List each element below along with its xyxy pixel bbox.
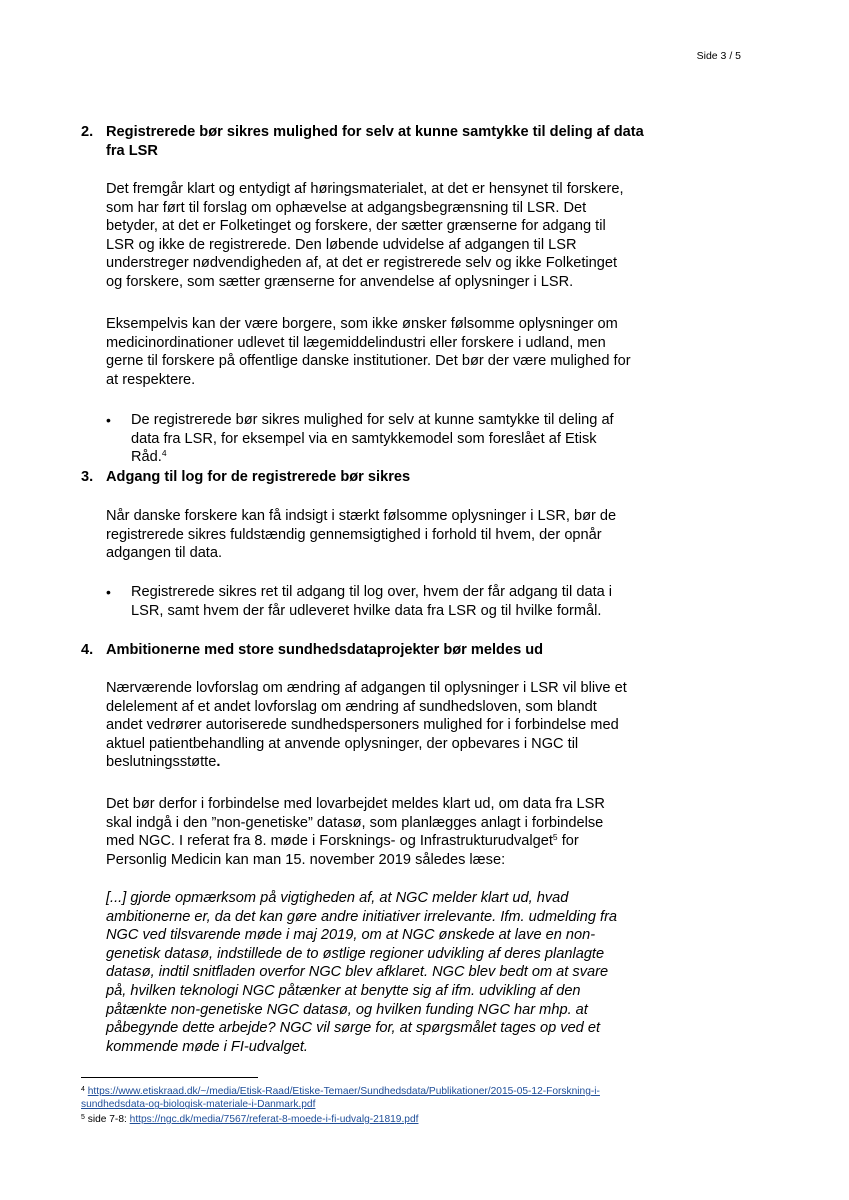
section-4-number: 4. bbox=[81, 642, 94, 658]
footnote-separator bbox=[81, 1077, 258, 1078]
section-2-heading bbox=[81, 123, 661, 160]
section-2-paragraph-2: Eksempelvis kan der være borgere, som ikke ønsker følsomme oplysninger om medicinordinationer udlevet til lægemiddelindustri eller forskere i udland, men gerne til forskere på offentlige danske institutioner. Det bør der være mulighed for at respektere. bbox=[106, 316, 631, 388]
section-3-paragraph-1: Når danske forskere kan få indsigt i stærkt følsomme oplysninger i LSR, bør de registrerede sikres fuldstændig gennemsigtighed i forhold til hvem, der opnår adgangen til data. bbox=[106, 508, 617, 562]
footnote-ref-5[interactable]: 5 bbox=[552, 832, 558, 843]
footnote-5-prefix: side 7-8: bbox=[87, 1114, 130, 1125]
section-3-heading bbox=[81, 468, 661, 487]
footnote-4 bbox=[81, 1085, 641, 1112]
section-4-title: Ambitionerne med store sundhedsdataprojekter bør meldes ud bbox=[106, 642, 544, 658]
section-4-quote: [...] gjorde opmærksom på vigtigheden af, at NGC melder klart ud, hvad ambitionerne er, da det kan gøre andre initiativer irrelevante. Ifm. udmelding fra NGC ved tilsvarende møde i maj 2019, om at NGC ønskede at lave en non-genetisk datasø, indstillede de to østlige regioner udvikling af deres planlagte datasø, indtil snitfladen overfor NGC blev afklaret. NGC blev bedt om at svare på, hvilken teknologi NGC påtænker at benytte sig af ifm. udvikling af den påtænkte non-genetiske NGC datasø, og hvilken funding NGC har mhp. at påbegynde dette arbejde? NGC vil sørge for, at spørgsmålet tages op ved et kommende møde i FI-udvalget. bbox=[106, 890, 618, 1055]
footnote-5-mark: 5 bbox=[81, 1114, 85, 1121]
section-2-bullet-body: De registrerede bør sikres mulighed for selv at kunne samtykke til deling af data fra LSR, for eksempel via en samtykkemodel som foreslået af Etisk Råd. bbox=[131, 412, 614, 466]
section-3-bullet-text: Registrerede sikres ret til adgang til log over, hvem der får adgang til data i LSR, samt hvem der får udleveret hvilke data fra LSR og til hvilke formål. bbox=[131, 584, 613, 619]
footnote-5 bbox=[81, 1113, 641, 1126]
section-4-heading bbox=[81, 641, 661, 660]
section-4-paragraph-2 bbox=[106, 795, 631, 869]
footnote-4-mark: 4 bbox=[81, 1086, 85, 1093]
section-3-title: Adgang til log for de registrerede bør sikres bbox=[106, 469, 411, 485]
section-2-bullet-text bbox=[131, 411, 632, 467]
bullet-dot-icon: • bbox=[106, 584, 111, 600]
section-2-bullet bbox=[106, 411, 632, 467]
section-4-paragraph-1-body: Nærværende lovforslag om ændring af adgangen til oplysninger i LSR vil blive et delelement af et andet lovforslag om ændring af sundhedsloven, som blandt andet vedrører autoriserede sundhedspersoners mulighed for i forbindelse med aktuel patientbehandling at anvende oplysninger, der opbevares i NGC til beslutningsstøtte bbox=[106, 680, 627, 771]
page-number: Side 3 / 5 bbox=[696, 50, 741, 62]
section-3-bullet bbox=[106, 583, 632, 620]
section-2-title: Registrerede bør sikres mulighed for selv at kunne samtykke til deling af data fra LSR bbox=[106, 124, 644, 159]
section-4-paragraph-2-part-b: for Personlig Medicin kan man 15. november 2019 således læse: bbox=[106, 833, 579, 868]
section-2-number: 2. bbox=[81, 124, 94, 140]
section-4-paragraph-2-part-a: Det bør derfor i forbindelse med lovarbejdet meldes klart ud, om data fra LSR skal indgå i den ”non-genetiske” datasø, som planlægges anlagt i forbindelse med NGC. I referat fra 8. møde i Forsknings- og Infrastrukturudvalget bbox=[106, 796, 605, 850]
section-4-paragraph-1-end: . bbox=[216, 754, 221, 771]
section-3-number: 3. bbox=[81, 469, 94, 485]
footnote-4-link[interactable]: https://www.etiskraad.dk/~/media/Etisk-Raad/Etiske-Temaer/Sundhedsdata/Publikationer/2015-05-12-Forskning-i-sundhedsdata-og-biologisk-materiale-i-Danmark.pdf bbox=[81, 1086, 600, 1111]
bullet-dot-icon: • bbox=[106, 412, 111, 428]
section-4-paragraph-1 bbox=[106, 679, 631, 772]
section-2-paragraph-1: Det fremgår klart og entydigt af høringsmaterialet, at det er hensynet til forskere, som har ført til forslag om ophævelse at adgangsbegrænsning til LSR. Det betyder, at det er Folketinget og forskere, der sætter grænserne for adgang til LSR og ikke de registrerede. Den løbende udvidelse af adgangen til LSR understreger nødvendigheden af, at det er registrerede selv og ikke Folketinget og forskere, som sætter grænserne for anvendelse af oplysninger i LSR. bbox=[106, 181, 624, 290]
footnote-5-link[interactable]: https://ngc.dk/media/7567/referat-8-moede-i-fi-udvalg-21819.pdf bbox=[129, 1114, 419, 1125]
footnote-ref-4[interactable]: 4 bbox=[161, 448, 167, 459]
